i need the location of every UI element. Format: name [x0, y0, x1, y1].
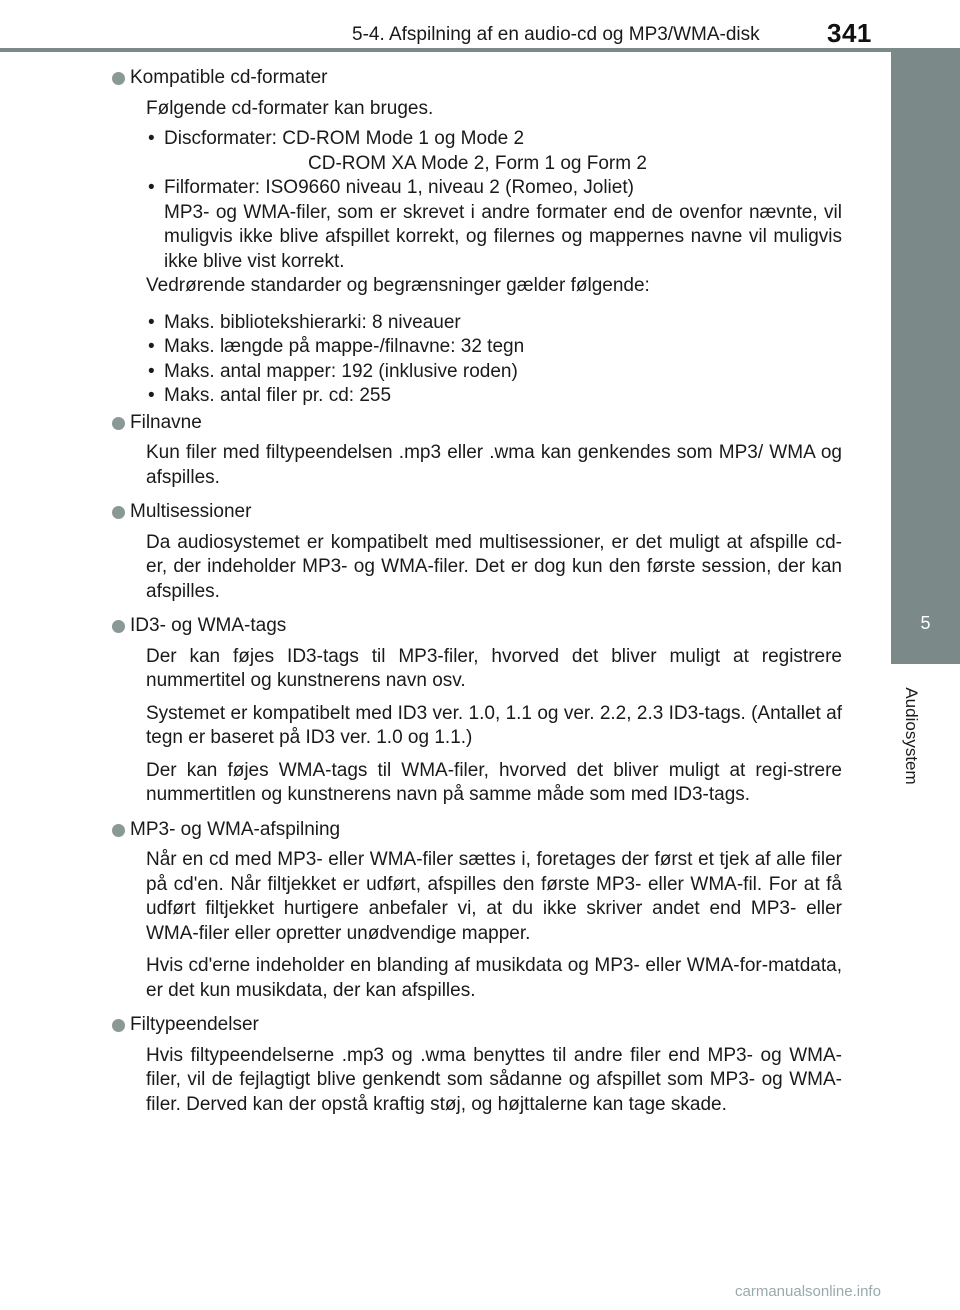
page-content — [112, 66, 842, 1117]
section-heading — [112, 66, 842, 91]
disc-format-line: • Discformater: CD-ROM Mode 1 og Mode 2 — [164, 128, 525, 149]
list-item: • Maks. længde på mappe-/filnavne: 32 tegn — [146, 335, 842, 360]
section-extensions — [112, 1013, 842, 1117]
heading-text: MP3- og WMA-afspilning — [130, 818, 341, 840]
bullet-dot-icon — [112, 506, 125, 519]
section-playback — [112, 818, 842, 1004]
paragraph: Kun filer med filtypeendelsen .mp3 eller .wma kan genkendes som MP3/ WMA og afspilles. — [146, 442, 842, 488]
list-item: • Maks. antal filer pr. cd: 255 — [146, 384, 842, 409]
page-header — [0, 0, 960, 48]
section-heading — [112, 1013, 842, 1038]
section-heading — [112, 411, 842, 436]
header-rule — [0, 48, 960, 52]
list-item — [146, 176, 842, 274]
paragraph: Hvis cd'erne indeholder en blanding af musikdata og MP3- eller WMA-for-matdata, er det kun musikdata, der kan afspilles. — [146, 955, 842, 1001]
list-item: • Maks. antal mapper: 192 (inklusive roden) — [146, 360, 842, 385]
paragraph: Når en cd med MP3- eller WMA-filer sættes i, foretages der først et tjek af alle filer på cd'en. Når filtjekket er udført, afspilles den første MP3- eller WMA-fil. For at få udført filtjekket hurtigere anbefaler vi, at du ikke skriver andet end MP3- eller WMA-filer eller opretter unødvendige mapper. — [146, 849, 842, 944]
heading-text: ID3- og WMA-tags — [130, 615, 287, 636]
paragraph: Hvis filtypeendelserne .mp3 og .wma benyttes til andre filer end MP3- og WMA-filer, vil de fejlagtigt blive genkendt som sådanne og afspillet som MP3- og WMA-filer. Derved kan der opstå kraftig støj, og højttalerne kan tage skade. — [146, 1044, 842, 1115]
chapter-side-bar — [891, 52, 960, 664]
bullet-dot-icon — [112, 824, 125, 837]
file-format-note: MP3- og WMA-filer, som er skrevet i andre formater end de ovenfor nævnte, vil muligvis ikke blive afspillet korrekt, og filernes og mappernes navne vil muligvis ikke blive vist korrekt. — [164, 201, 842, 272]
list-item — [146, 127, 842, 176]
page-number: 341 — [827, 18, 872, 48]
paragraph: Systemet er kompatibelt med ID3 ver. 1.0, 1.1 og ver. 2.2, 2.3 ID3-tags. (Antallet af tegn er baseret på ID3 ver. 1.0 og 1.1.) — [146, 702, 842, 748]
section-heading — [112, 818, 842, 843]
paragraph: Følgende cd-formater kan bruges. — [146, 97, 434, 119]
section-tags — [112, 614, 842, 808]
heading-text: Filtypeendelser — [130, 1014, 259, 1035]
bullet-dot-icon — [112, 1019, 125, 1032]
section-heading — [112, 614, 842, 639]
format-list — [112, 127, 842, 274]
standards-intro: Vedrørende standarder og begrænsninger gælder følgende: — [146, 275, 650, 296]
paragraph: Der kan føjes ID3-tags til MP3-filer, hvorved det bliver muligt at registrere nummertitel og kunstnerens navn osv. — [146, 645, 842, 691]
chapter-tab-number: 5 — [891, 585, 960, 661]
bullet-dot-icon — [112, 417, 125, 430]
paragraph: Der kan føjes WMA-tags til WMA-filer, hvorved det bliver muligt at regi-strere nummertitlen og kunstnerens navn på samme måde som med ID3-tags. — [146, 759, 842, 805]
disc-format-line-2: CD-ROM XA Mode 2, Form 1 og Form 2 — [308, 152, 647, 174]
section-filenames — [112, 411, 842, 491]
heading-text: Kompatible cd-formater — [130, 67, 328, 88]
list-item: • Maks. bibliotekshierarki: 8 niveauer — [146, 311, 842, 336]
file-format-line: • Filformater: ISO9660 niveau 1, niveau 2 (Romeo, Joliet) — [164, 177, 634, 198]
section-formats — [112, 66, 842, 409]
paragraph: Da audiosystemet er kompatibelt med multisessioner, er det muligt at afspille cd-er, der indeholder MP3- og WMA-filer. Det er dog kun den første session, der kan afspilles. — [146, 531, 842, 602]
section-title: 5-4. Afspilning af en audio-cd og MP3/WMA-disk — [352, 24, 760, 45]
bullet-dot-icon — [112, 620, 125, 633]
heading-text: Filnavne — [130, 411, 202, 433]
chapter-tab-label-text: Audiosystem — [902, 687, 921, 785]
bullet-dot-icon — [112, 72, 125, 85]
heading-text: Multisessioner — [130, 501, 252, 522]
section-multisession — [112, 500, 842, 604]
section-heading — [112, 500, 842, 525]
watermark: carmanualsonline.info — [735, 1283, 881, 1300]
limits-list — [112, 311, 842, 409]
